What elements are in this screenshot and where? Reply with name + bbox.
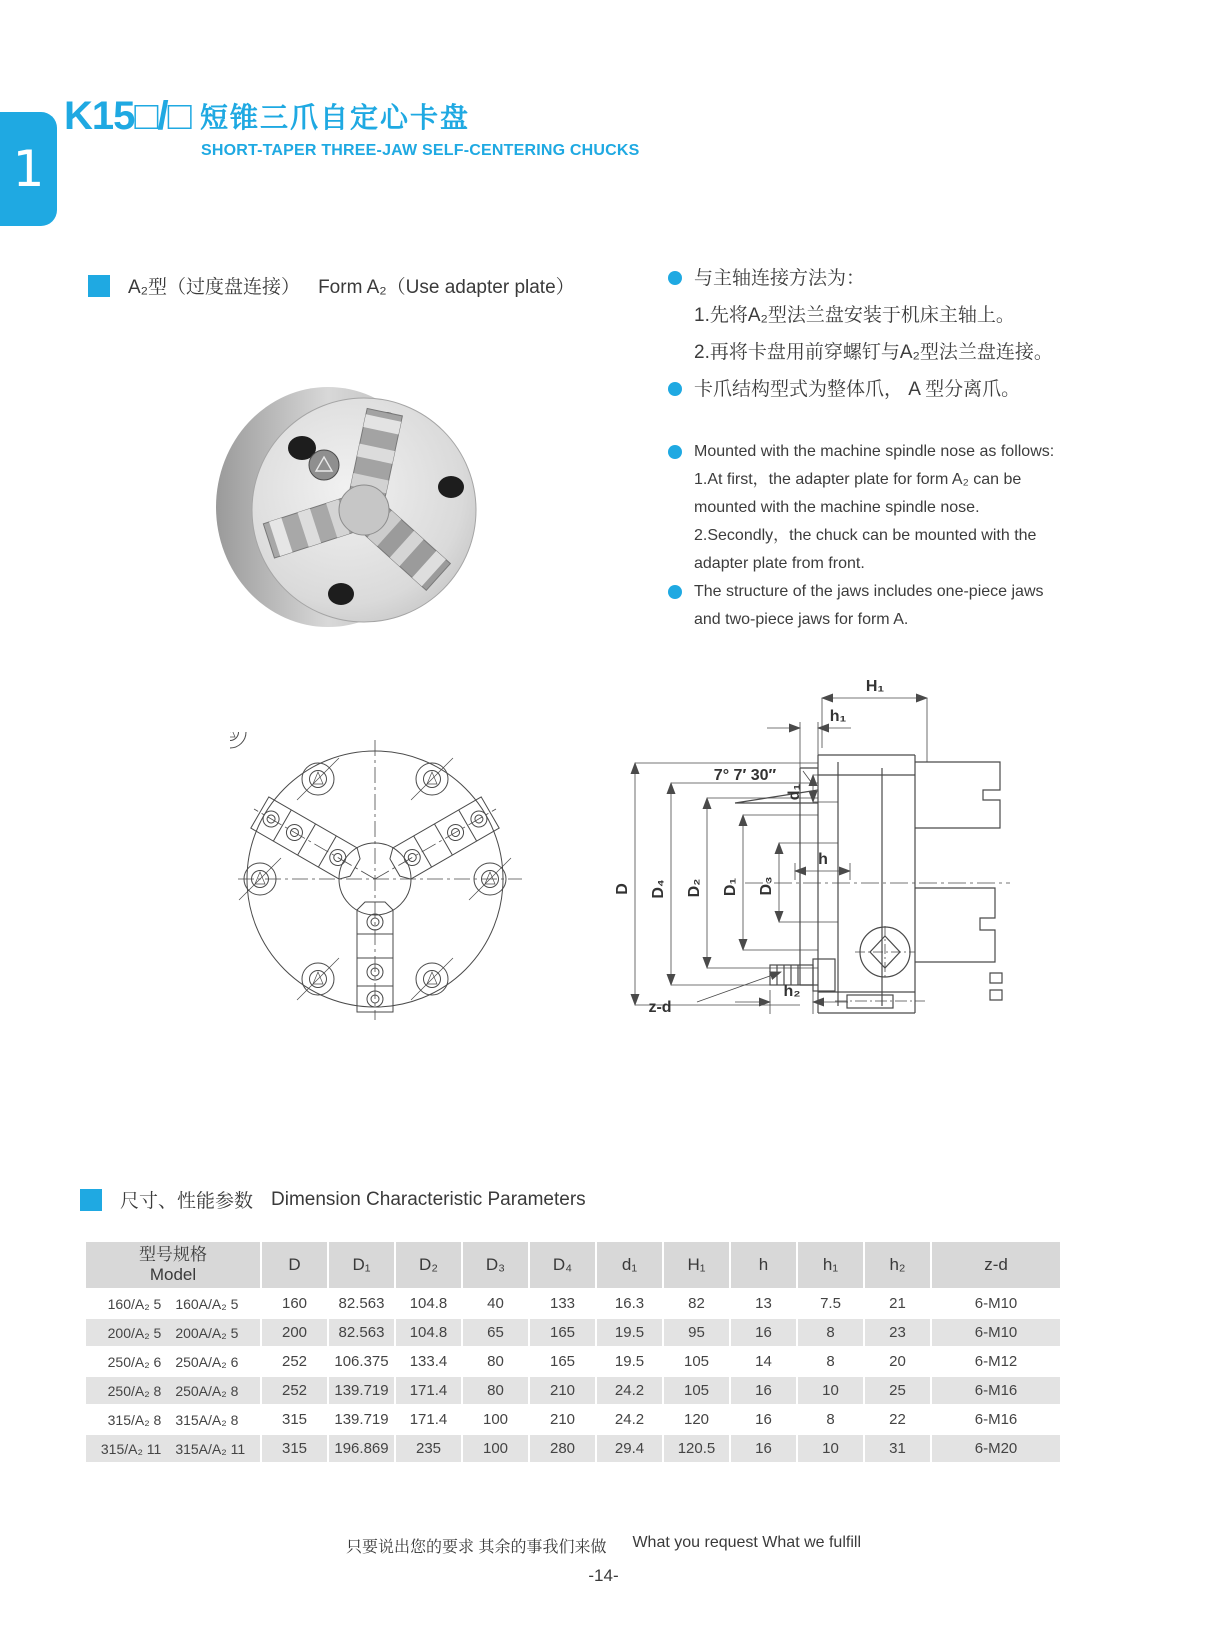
table-header-cell: h₁ xyxy=(798,1242,865,1288)
table-cell: 105 xyxy=(664,1348,731,1375)
page-number: -14- xyxy=(588,1566,619,1585)
table-cell: 252 xyxy=(262,1377,329,1404)
brand-stamp xyxy=(309,450,339,480)
table-cell: 19.5 xyxy=(597,1348,664,1375)
bullet-icon xyxy=(668,271,682,285)
notes-english xyxy=(668,438,1068,634)
table-header-cell: d₁ xyxy=(597,1242,664,1288)
dim-label-d1: d₁ xyxy=(786,783,803,801)
table-header-cell: D₃ xyxy=(463,1242,530,1288)
table-header-model xyxy=(86,1242,262,1288)
table-cell-model xyxy=(86,1377,262,1404)
table-header-cell: h₂ xyxy=(865,1242,932,1288)
table-cell: 13 xyxy=(731,1290,798,1317)
table-cell: 82.563 xyxy=(329,1290,396,1317)
table-cell: 6-M20 xyxy=(974,1440,1018,1457)
dim-label-h1: h₁ xyxy=(829,708,847,725)
table-header-cell: z-d xyxy=(932,1242,1060,1288)
front-view-drawing xyxy=(230,732,530,1024)
table-cell: 25 xyxy=(865,1377,932,1404)
bullet-icon xyxy=(668,585,682,599)
section-square-icon xyxy=(80,1189,102,1211)
chapter-tab xyxy=(0,112,57,226)
table-header-cell: D₄ xyxy=(530,1242,597,1288)
table-header-cell: D₂ xyxy=(396,1242,463,1288)
table-cell: 105 xyxy=(664,1377,731,1404)
dim-label-D: D xyxy=(614,883,631,895)
note-line xyxy=(668,578,1068,634)
table-cell: 95 xyxy=(664,1319,731,1346)
table-cell-model xyxy=(86,1435,262,1462)
dim-label-D2: D₂ xyxy=(686,878,703,898)
title-english: SHORT-TAPER THREE-JAW SELF-CENTERING CHUCKS xyxy=(201,142,640,159)
table-cell: 100 xyxy=(463,1406,530,1433)
table-cell: 22 xyxy=(865,1406,932,1433)
table-cell: 82 xyxy=(664,1290,731,1317)
dim-label-H1: H₁ xyxy=(865,678,885,695)
table-cell: 65 xyxy=(463,1319,530,1346)
form-heading-cn: A₂型（过度盘连接） xyxy=(128,277,301,298)
title-chinese: 短锥三爪自定心卡盘 xyxy=(200,102,471,133)
table-cell: 139.719 xyxy=(329,1406,396,1433)
table-row xyxy=(86,1406,1060,1433)
table-cell-model xyxy=(86,1348,262,1375)
note-text: 2.Secondly，the chuck can be mounted with the adapter plate from front. xyxy=(694,527,1037,572)
form-heading-en: Form A₂（Use adapter plate） xyxy=(318,277,575,298)
model-variant-b: 250A/A₂ 8 xyxy=(175,1382,239,1399)
table-cell: 19.5 xyxy=(597,1319,664,1346)
dim-label-h2: h₂ xyxy=(783,983,801,1000)
note-text: 2.再将卡盘用前穿螺钉与A₂型法兰盘连接。 xyxy=(694,342,1053,363)
table-header-cell: D₁ xyxy=(329,1242,396,1288)
model-variant-a: 250/A₂ 8 xyxy=(107,1382,162,1399)
table-cell: 200 xyxy=(262,1319,329,1346)
table-cell: 6-M10 xyxy=(974,1295,1018,1312)
model-variant-b: 315A/A₂ 11 xyxy=(175,1440,246,1457)
table-cell: 235 xyxy=(396,1435,463,1462)
table-row xyxy=(86,1319,1060,1346)
table-row xyxy=(86,1348,1060,1375)
tagline-cn: 只要说出您的要求 其余的事我们来做 xyxy=(346,1539,607,1556)
model-variant-b: 315A/A₂ 8 xyxy=(175,1411,239,1428)
table-cell: 196.869 xyxy=(329,1435,396,1462)
table-section-heading xyxy=(80,1186,586,1213)
table-cell: 82.563 xyxy=(329,1319,396,1346)
table-cell: 171.4 xyxy=(396,1406,463,1433)
table-cell-model xyxy=(86,1319,262,1346)
table-cell-model xyxy=(86,1406,262,1433)
model-variant-b: 160A/A₂ 5 xyxy=(175,1295,239,1312)
table-cell: 16 xyxy=(731,1406,798,1433)
table-cell: 133 xyxy=(530,1290,597,1317)
table-cell: 16 xyxy=(731,1377,798,1404)
section-square-icon xyxy=(88,275,110,297)
table-cell: 171.4 xyxy=(396,1377,463,1404)
model-variant-a: 200/A₂ 5 xyxy=(107,1324,162,1341)
table-cell: 6-M12 xyxy=(974,1353,1018,1370)
table-cell: 23 xyxy=(865,1319,932,1346)
table-cell: 104.8 xyxy=(396,1290,463,1317)
table-row xyxy=(86,1377,1060,1404)
dim-label-zd: z-d xyxy=(648,999,672,1016)
table-heading-cn: 尺寸、性能参数 xyxy=(120,1191,254,1212)
table-cell: 6-M10 xyxy=(974,1324,1018,1341)
table-row xyxy=(86,1435,1060,1462)
table-cell: 8 xyxy=(798,1319,865,1346)
table-cell: 40 xyxy=(463,1290,530,1317)
table-cell: 21 xyxy=(865,1290,932,1317)
table-cell: 16.3 xyxy=(597,1290,664,1317)
bullet-icon xyxy=(668,382,682,396)
table-cell: 165 xyxy=(530,1348,597,1375)
table-cell: 106.375 xyxy=(329,1348,396,1375)
note-line xyxy=(668,522,1068,578)
table-cell: 104.8 xyxy=(396,1319,463,1346)
table-cell: 10 xyxy=(798,1435,865,1462)
note-text: The structure of the jaws includes one-piece jaws and two-piece jaws for form A. xyxy=(694,583,1044,628)
table-cell: 315 xyxy=(262,1435,329,1462)
table-cell: 16 xyxy=(731,1435,798,1462)
note-line xyxy=(668,334,1138,371)
table-cell: 6-M16 xyxy=(974,1411,1018,1428)
note-text: 卡爪结构型式为整体爪， A 型分离爪。 xyxy=(694,379,1021,400)
table-cell: 210 xyxy=(530,1377,597,1404)
table-cell: 7.5 xyxy=(798,1290,865,1317)
note-line xyxy=(668,438,1068,466)
note-line xyxy=(668,466,1068,522)
model-variant-a: 315/A₂ 11 xyxy=(100,1440,162,1457)
cross-section-drawing xyxy=(585,640,1015,1040)
bullet-icon xyxy=(668,445,682,459)
model-header-cn: 型号规格 xyxy=(139,1245,207,1264)
model-variant-a: 315/A₂ 8 xyxy=(107,1411,162,1428)
table-row xyxy=(86,1290,1060,1317)
table-cell: 160 xyxy=(262,1290,329,1317)
form-section-heading xyxy=(88,272,575,299)
table-cell: 120 xyxy=(664,1406,731,1433)
table-cell: 280 xyxy=(530,1435,597,1462)
dim-label-D1: D₁ xyxy=(722,877,739,897)
tagline-en: What you request What we fulfill xyxy=(632,1534,861,1551)
chuck-photo xyxy=(212,365,512,655)
note-line xyxy=(668,371,1138,408)
table-cell: 16 xyxy=(731,1319,798,1346)
note-text: Mounted with the machine spindle nose as follows: xyxy=(694,443,1055,460)
table-cell: 80 xyxy=(463,1348,530,1375)
table-cell: 252 xyxy=(262,1348,329,1375)
table-cell: 24.2 xyxy=(597,1406,664,1433)
table-cell: 133.4 xyxy=(396,1348,463,1375)
note-text: 1.先将A₂型法兰盘安装于机床主轴上。 xyxy=(694,305,1015,326)
model-variant-a: 160/A₂ 5 xyxy=(107,1295,162,1312)
table-cell: 100 xyxy=(463,1435,530,1462)
table-heading-en: Dimension Characteristic Parameters xyxy=(271,1188,586,1210)
table-cell: 210 xyxy=(530,1406,597,1433)
table-cell: 8 xyxy=(798,1406,865,1433)
table-cell: 14 xyxy=(731,1348,798,1375)
table-cell: 20 xyxy=(865,1348,932,1375)
table-cell: 315 xyxy=(262,1406,329,1433)
dim-label-h: h xyxy=(818,851,828,868)
table-cell: 8 xyxy=(798,1348,865,1375)
dim-label-D4: D₄ xyxy=(650,879,667,899)
note-text: 与主轴连接方法为： xyxy=(694,268,866,289)
note-line xyxy=(668,297,1138,334)
table-header-cell: h xyxy=(731,1242,798,1288)
model-variant-b: 250A/A₂ 6 xyxy=(175,1353,239,1370)
model-variant-b: 200A/A₂ 5 xyxy=(175,1324,239,1341)
table-header-cell: D xyxy=(262,1242,329,1288)
footer-tagline xyxy=(0,1534,1207,1557)
table-cell: 24.2 xyxy=(597,1377,664,1404)
dim-label-angle: 7° 7′ 30″ xyxy=(713,767,777,784)
table-cell: 120.5 xyxy=(664,1435,731,1462)
table-cell: 31 xyxy=(865,1435,932,1462)
model-header-en: Model xyxy=(149,1265,197,1284)
table-cell: 139.719 xyxy=(329,1377,396,1404)
note-line xyxy=(668,260,1138,297)
notes-chinese xyxy=(668,260,1138,408)
model-variant-a: 250/A₂ 6 xyxy=(107,1353,162,1370)
table-cell: 29.4 xyxy=(597,1435,664,1462)
table-cell-model xyxy=(86,1290,262,1317)
table-cell: 10 xyxy=(798,1377,865,1404)
table-cell: 80 xyxy=(463,1377,530,1404)
note-text: 1.At first，the adapter plate for form A₂ can be mounted with the machine spindle nose. xyxy=(694,471,1022,516)
chapter-number: 1 xyxy=(12,140,45,198)
dimension-table xyxy=(86,1242,1060,1464)
table-header-cell: H₁ xyxy=(664,1242,731,1288)
table-body xyxy=(86,1290,1060,1462)
table-cell: 165 xyxy=(530,1319,597,1346)
table-cell: 6-M16 xyxy=(974,1382,1018,1399)
page-title: K15□/□ xyxy=(64,94,191,138)
dim-label-D3: D₃ xyxy=(758,876,775,896)
table-header-row xyxy=(86,1242,1060,1288)
